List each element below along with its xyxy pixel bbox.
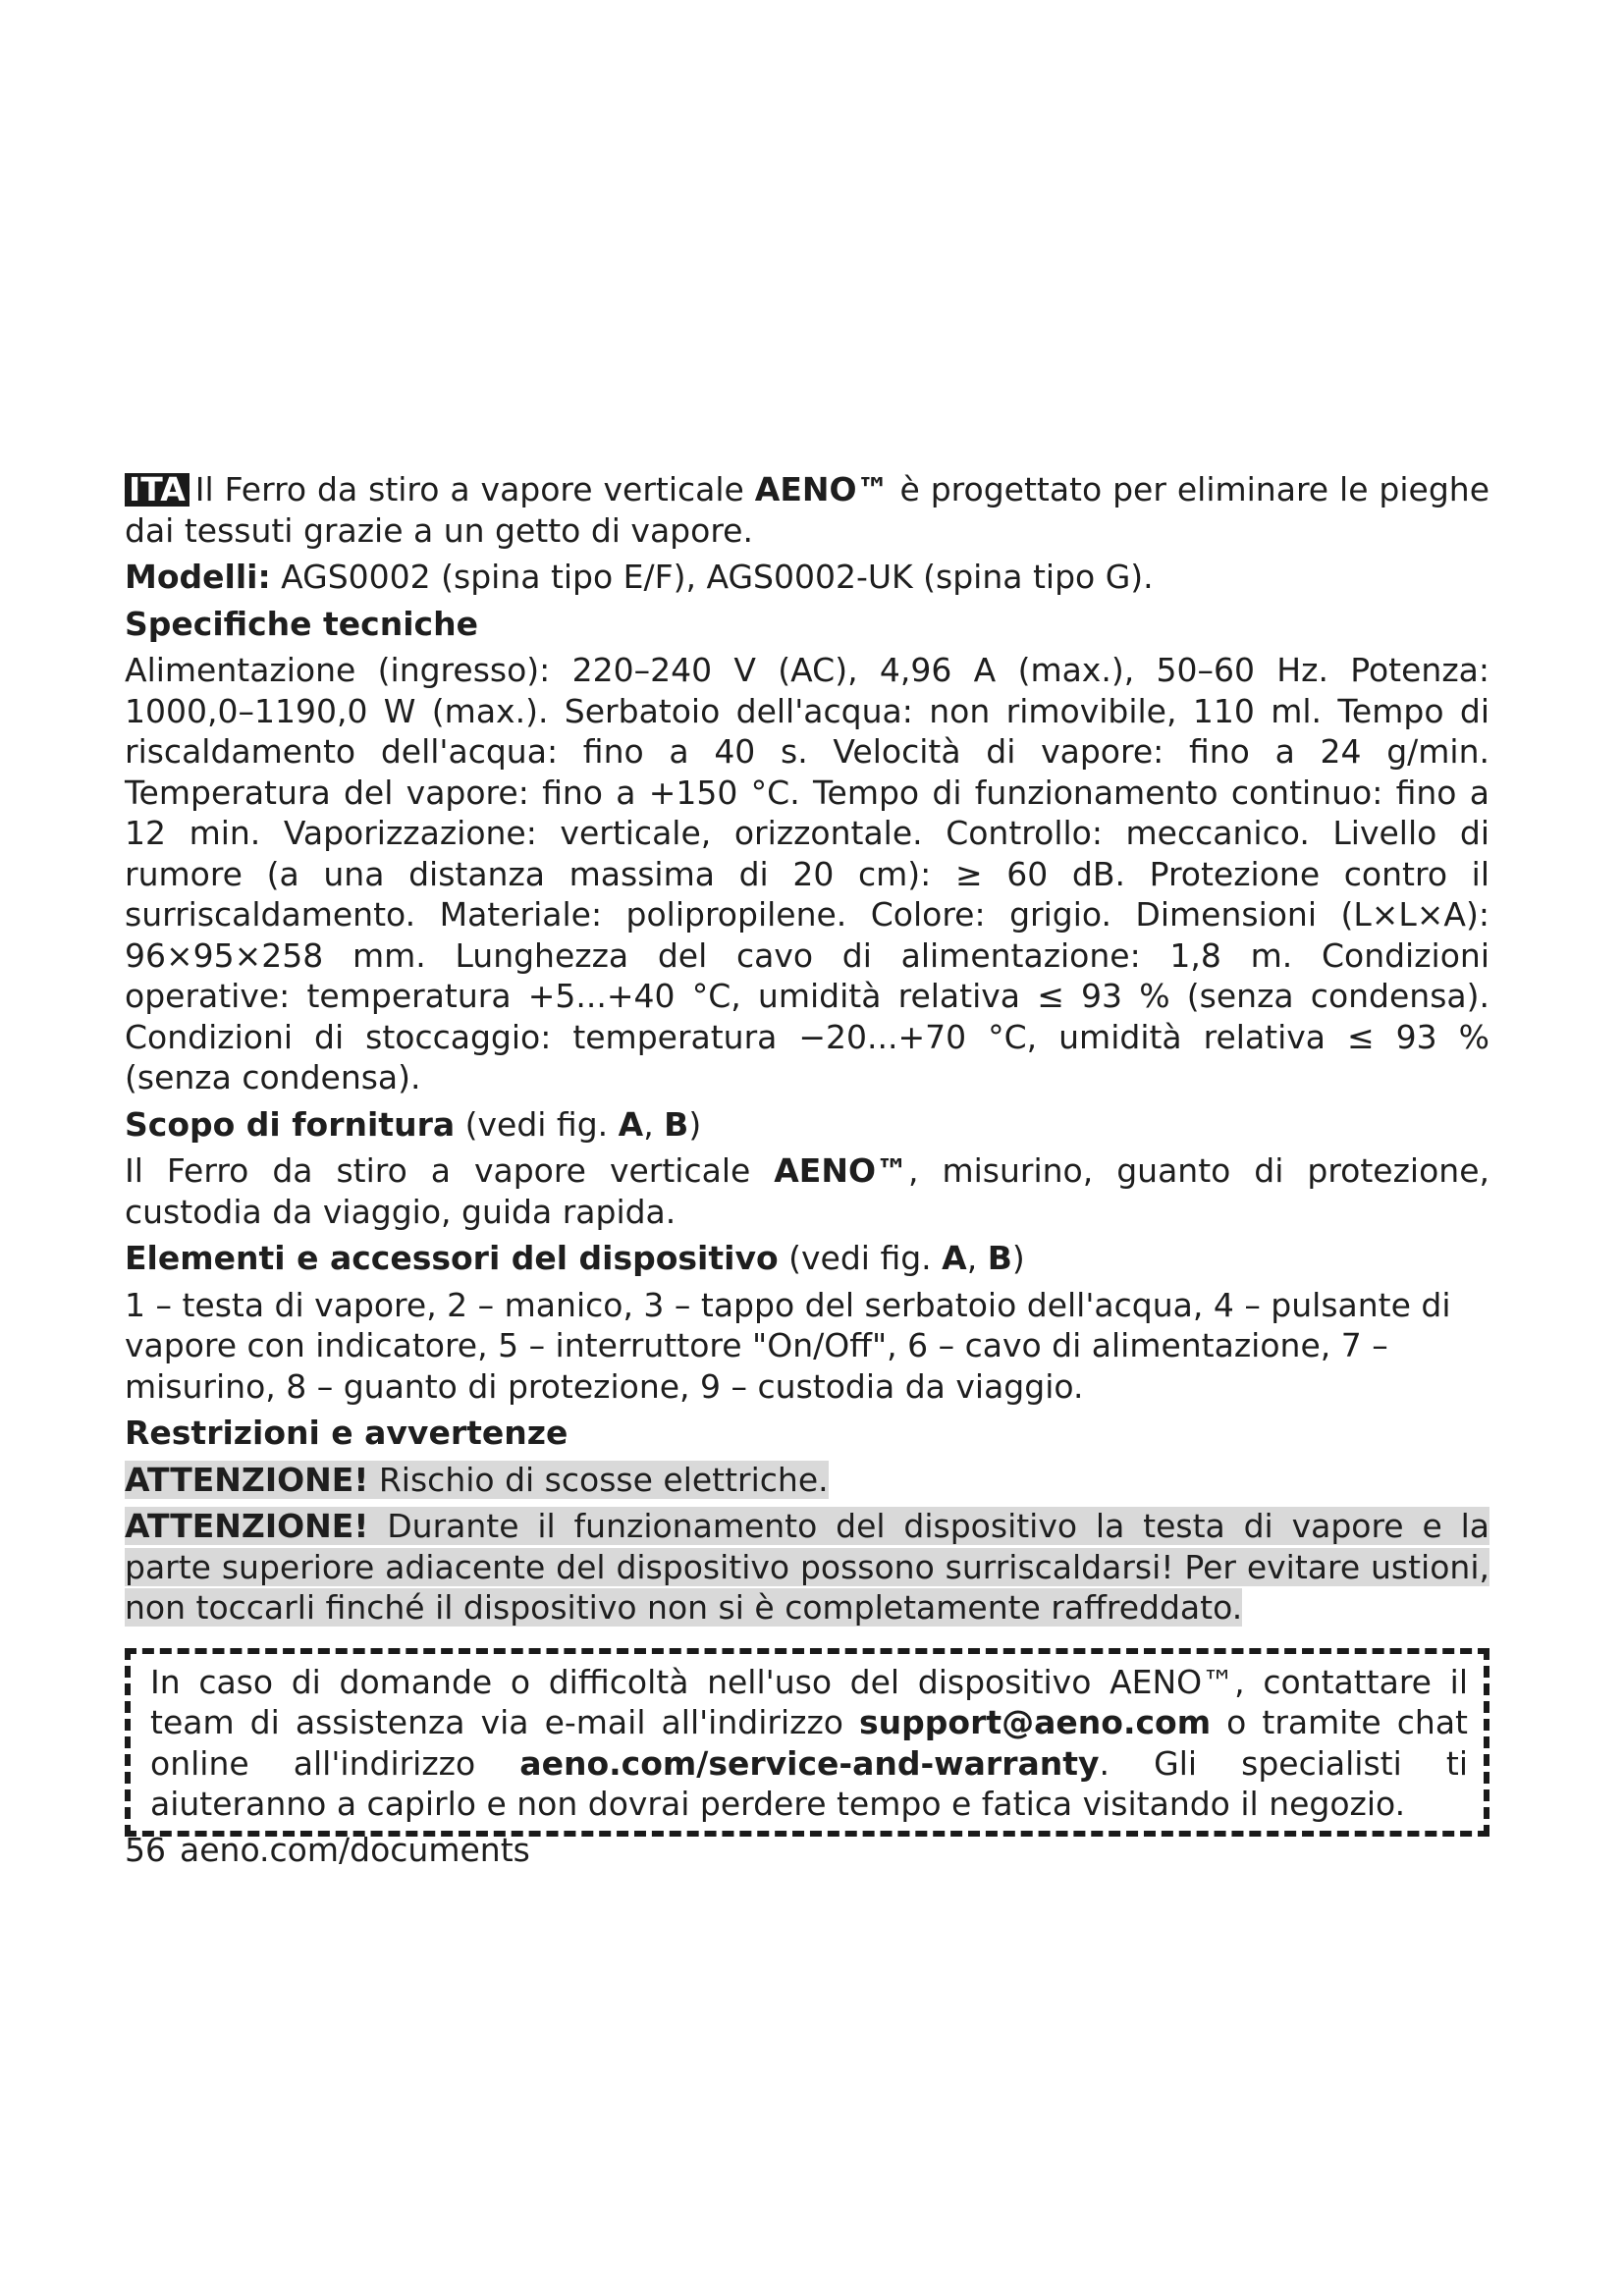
specs-text: Alimentazione (ingresso): 220–240 V (AC), 4,96 A (max.), 50–60 Hz. Potenza: 1000,0–1190,0 W (max.). Serbatoio dell'acqua: non rimovibile, 110 ml. Tempo di riscaldamento dell'acqua: fino a 40 s. Velocità di vapore: fino a 24 g/min. Temperatura del vapore: fino a +150 °C. Tempo di funzionamento continuo: fino a 12 min. Vaporizzazione: verticale, orizzontale. Controllo: meccanico. Livello di rumore (a una distanza massima di 20 cm): ≥ 60 dB. Protezione contro il surriscaldamento. Materiale: polipropilene. Colore: grigio. Dimensioni (L×L×A): 96×95×258 mm. Lunghezza del cavo di alimentazione: 1,8 m. Condizioni operative: temperatura +5...+40 °C, umidità relativa ≤ 93 % (senza condensa). Condizioni di stoccaggio: temperatura −20...+70 °C, umidità relativa ≤ 93 % (senza condensa).	[125, 651, 1489, 1096]
supply-brand: AENO™	[774, 1151, 909, 1190]
language-badge: ITA	[125, 473, 189, 507]
support-url[interactable]: aeno.com/service-and-warranty	[519, 1743, 1100, 1783]
supply-text-after: , misurino, guanto di protezione, custodia da viaggio, guida rapida.	[125, 1151, 1489, 1231]
warning-electric-label: ATTENZIONE!	[125, 1460, 369, 1499]
support-text-1: In caso di domande o difficoltà nell'uso del dispositivo AENO™, contattare il team di assistenza via e-mail all'indirizzo	[150, 1662, 1468, 1741]
elements-fig-b: B	[987, 1239, 1012, 1277]
elements-ref-sep: ,	[966, 1239, 988, 1277]
warning-electric	[125, 1460, 1489, 1501]
footer-url[interactable]: aeno.com/documents	[180, 1831, 530, 1869]
warning-electric-text: Rischio di scosse elettriche.	[368, 1460, 829, 1499]
supply-ref-sep: ,	[643, 1104, 665, 1144]
supply-ref-before: (vedi fig.	[455, 1104, 619, 1144]
elements-heading: Elementi e accessori del dispositivo	[125, 1239, 779, 1277]
supply-text-before: Il Ferro da stiro a vapore verticale	[125, 1151, 775, 1190]
supply-heading-line	[125, 1104, 1489, 1146]
elements-ref-before: (vedi fig.	[778, 1239, 943, 1277]
support-box	[125, 1648, 1489, 1837]
supply-text	[125, 1150, 1489, 1232]
intro-text-before: Il Ferro da stiro a vapore verticale	[194, 470, 755, 508]
brand-name: AENO™	[754, 470, 890, 508]
manual-content	[125, 469, 1489, 1837]
supply-heading: Scopo di fornitura	[125, 1104, 456, 1144]
intro-paragraph	[125, 469, 1489, 551]
supply-fig-a: A	[618, 1104, 644, 1144]
warning-hot-label: ATTENZIONE!	[125, 1507, 369, 1545]
elements-fig-a: A	[942, 1239, 967, 1277]
page-footer	[125, 1830, 530, 1870]
warning-hot-highlight	[125, 1507, 1489, 1627]
support-text-2: o tramite chat online all'indirizzo	[150, 1703, 1468, 1783]
elements-heading-line	[125, 1238, 1489, 1279]
page-number: 56	[125, 1831, 166, 1869]
elements-ref-after: )	[1011, 1239, 1025, 1277]
intro-text-after: è progettato per eliminare le pieghe dai tessuti grazie a un getto di vapore.	[125, 470, 1490, 550]
restrictions-heading: Restrizioni e avvertenze	[125, 1414, 568, 1452]
warning-electric-highlight	[125, 1461, 829, 1499]
support-email[interactable]: support@aeno.com	[859, 1703, 1212, 1741]
supply-fig-b: B	[664, 1104, 689, 1144]
elements-text: 1 – testa di vapore, 2 – manico, 3 – tappo del serbatoio dell'acqua, 4 – pulsante di vapore con indicatore, 5 – interruttore "On/Off", 6 – cavo di alimentazione, 7 – misurino, 8 – guanto di protezione, 9 – custodia da viaggio.	[125, 1285, 1451, 1406]
supply-ref-after: )	[688, 1104, 702, 1144]
models-label: Modelli:	[125, 558, 271, 596]
warning-hot-surface	[125, 1506, 1489, 1629]
warning-hot-text: Durante il funzionamento del dispositivo la testa di vapore e la parte superiore adiacente del dispositivo possono surriscaldarsi! Per evitare ustioni, non toccarli finché il dispositivo non si è completamente raffreddato.	[125, 1507, 1489, 1627]
models-line	[125, 557, 1489, 598]
specs-heading: Specifiche tecniche	[125, 604, 478, 643]
support-text-3: . Gli specialisti ti aiuteranno a capirlo e non dovrai perdere tempo e fatica visitando il negozio.	[150, 1743, 1468, 1823]
models-text: AGS0002 (spina tipo E/F), AGS0002-UK (spina tipo G).	[270, 558, 1154, 596]
